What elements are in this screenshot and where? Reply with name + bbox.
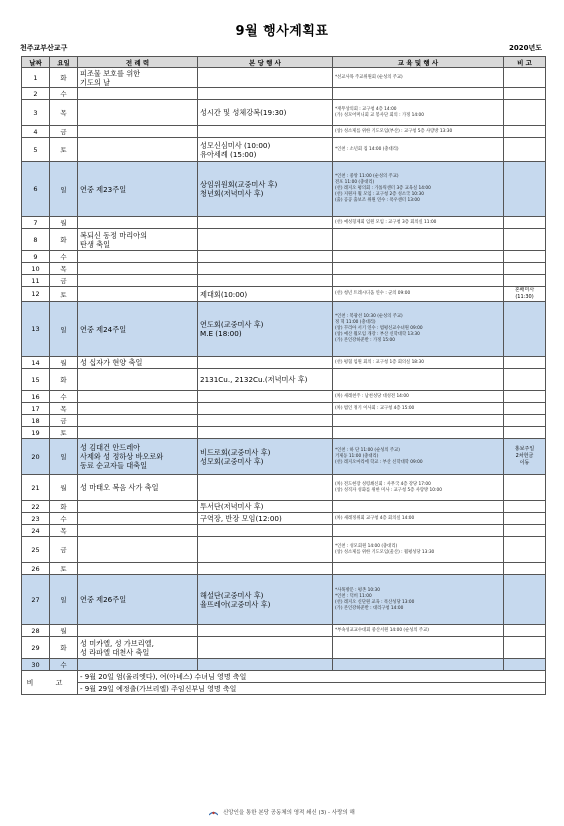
education-event-cell: (차) 새레천주 : 남천성당 대성전 14:00 <box>333 391 504 403</box>
liturgy-cell: 연중 제26주일 <box>78 575 198 625</box>
page-title: 9월 행사계획표 <box>235 24 329 39</box>
parish-event-cell <box>198 229 333 251</box>
table-row <box>22 357 546 369</box>
education-event-cell: *인천 : 복광선 10:30 (순성의 주교) 정 혁 11:00 (충대리) (상) 꾸리아 서기 연수 : 범평신교수녀원 09:00 (상) 예산 월모임 개강 : 부산 신학대학 13:30 (가) 본인강하준반 : 가정 15:00 <box>333 302 504 357</box>
remarks-cell <box>504 68 546 88</box>
remarks-cell <box>504 475 546 501</box>
day-cell: 금 <box>50 415 78 427</box>
table-row <box>22 439 546 475</box>
remarks-cell <box>504 126 546 138</box>
education-event-cell <box>333 501 504 513</box>
education-event-cell: *사목방문 : 평촌 10:30 *인천 : 덕비 11:00 (선) 레지오 신단원 교육 : 폭산성당 13:00 (가) 본인강하준반 : 대리구청 14:00 <box>333 575 504 625</box>
date-cell: 29 <box>22 637 50 659</box>
liturgy-cell <box>78 501 198 513</box>
day-cell: 목 <box>50 263 78 275</box>
education-event-cell: *인천 : 성모회원 14:00 (충대리) (상) 성소제를 위한 기도모임(울산) : 월평성당 13:30 <box>333 537 504 563</box>
liturgy-cell <box>78 138 198 162</box>
parish-event-cell: 2131Cu., 2132Cu.(저녁미사 후) <box>198 369 333 391</box>
remarks-cell <box>504 100 546 126</box>
date-cell: 23 <box>22 513 50 525</box>
parish-event-cell <box>198 217 333 229</box>
parish-event-cell <box>198 357 333 369</box>
education-event-cell <box>333 263 504 275</box>
liturgy-cell: 성 미카엘, 성 가브리엘, 성 라파엘 대천사 축일 <box>78 637 198 659</box>
date-cell: 2 <box>22 88 50 100</box>
parish-event-cell: 비드로회(교중미사 후) 성모회(교중미사 후) <box>198 439 333 475</box>
parish-event-cell: 구역장, 반장 모임(12:00) <box>198 513 333 525</box>
table-row <box>22 415 546 427</box>
day-cell: 월 <box>50 475 78 501</box>
liturgy-cell <box>78 369 198 391</box>
date-cell: 11 <box>22 275 50 287</box>
liturgy-cell: 성 마태오 복음 사가 축일 <box>78 475 198 501</box>
remarks-cell <box>504 391 546 403</box>
table-row <box>22 575 546 625</box>
table-header-row <box>22 57 546 68</box>
liturgy-cell <box>78 263 198 275</box>
header-education-events: 교 육 및 행 사 <box>333 57 504 68</box>
day-cell: 일 <box>50 162 78 217</box>
schedule-body <box>22 68 546 671</box>
day-cell: 금 <box>50 275 78 287</box>
table-row <box>22 659 546 671</box>
education-event-cell: *선교사목 주교위원회 (순성의 주교) <box>333 68 504 88</box>
liturgy-cell <box>78 415 198 427</box>
parish-event-cell <box>198 659 333 671</box>
parish-event-cell <box>198 475 333 501</box>
date-cell: 30 <box>22 659 50 671</box>
table-row <box>22 263 546 275</box>
remarks-cell <box>504 302 546 357</box>
remarks-cell <box>504 427 546 439</box>
liturgy-cell: 성 십자가 현양 축일 <box>78 357 198 369</box>
bigo-row-2 <box>22 683 546 695</box>
bigo-row-1 <box>22 671 546 683</box>
table-row <box>22 88 546 100</box>
date-cell: 3 <box>22 100 50 126</box>
liturgy-cell <box>78 625 198 637</box>
liturgy-cell <box>78 563 198 575</box>
day-cell: 월 <box>50 217 78 229</box>
remarks-cell <box>504 88 546 100</box>
remarks-cell <box>504 537 546 563</box>
date-cell: 26 <box>22 563 50 575</box>
day-cell: 월 <box>50 625 78 637</box>
table-row <box>22 513 546 525</box>
day-cell: 수 <box>50 391 78 403</box>
date-cell: 5 <box>22 138 50 162</box>
education-event-cell <box>333 525 504 537</box>
parish-event-cell: 제대회(10:00) <box>198 287 333 302</box>
year-label: 2020년도 <box>508 44 542 52</box>
header-parish-events: 본 당 행 사 <box>198 57 333 68</box>
date-cell: 22 <box>22 501 50 513</box>
liturgy-cell: 피조물 보호를 위한 기도의 날 <box>78 68 198 88</box>
liturgy-cell <box>78 100 198 126</box>
day-cell: 일 <box>50 439 78 475</box>
table-row <box>22 68 546 88</box>
remarks-cell <box>504 513 546 525</box>
parish-event-cell: 성모신심미사 (10:00) 유아세례 (15:00) <box>198 138 333 162</box>
table-row <box>22 427 546 439</box>
parish-event-cell <box>198 251 333 263</box>
education-event-cell: (차) 전도현장 성령쇄신회 : 사무국 4층 강당 17:00 (상) 성직자 성화를 위한 미사 : 교구청 5층 사랑방 10:00 <box>333 475 504 501</box>
date-cell: 12 <box>22 287 50 302</box>
day-cell: 화 <box>50 369 78 391</box>
date-cell: 1 <box>22 68 50 88</box>
remarks-cell <box>504 403 546 415</box>
liturgy-cell <box>78 88 198 100</box>
date-cell: 7 <box>22 217 50 229</box>
remarks-cell <box>504 251 546 263</box>
education-event-cell <box>333 275 504 287</box>
table-row <box>22 126 546 138</box>
header-day: 요일 <box>50 57 78 68</box>
bigo-note: - 9월 29일 예정출(가브리엘) 주임신부님 영명 축일 <box>78 683 546 695</box>
date-cell: 24 <box>22 525 50 537</box>
parish-event-cell <box>198 391 333 403</box>
remarks-cell <box>504 525 546 537</box>
date-cell: 13 <box>22 302 50 357</box>
education-event-cell: *인천 : 소년회 집 14:00 (충대리) <box>333 138 504 162</box>
organization-label: 천주교부산교구 <box>20 44 68 52</box>
remarks-cell <box>504 263 546 275</box>
remarks-cell <box>504 637 546 659</box>
remarks-cell <box>504 275 546 287</box>
schedule-table <box>21 56 546 695</box>
day-cell: 수 <box>50 659 78 671</box>
parish-event-cell <box>198 126 333 138</box>
day-cell: 목 <box>50 525 78 537</box>
table-row <box>22 138 546 162</box>
day-cell: 화 <box>50 68 78 88</box>
parish-event-cell <box>198 563 333 575</box>
education-event-cell: (선) 평협 임원 회의 : 교구청 1층 회의실 18:30 <box>333 357 504 369</box>
day-cell: 목 <box>50 403 78 415</box>
liturgy-cell <box>78 427 198 439</box>
table-row <box>22 100 546 126</box>
parish-event-cell <box>198 625 333 637</box>
remarks-cell <box>504 563 546 575</box>
day-cell: 토 <box>50 563 78 575</box>
parish-event-cell <box>198 525 333 537</box>
diocese-logo-icon <box>209 810 218 816</box>
parish-event-cell <box>198 427 333 439</box>
day-cell: 화 <box>50 229 78 251</box>
table-row <box>22 275 546 287</box>
date-cell: 25 <box>22 537 50 563</box>
liturgy-cell <box>78 403 198 415</box>
day-cell: 토 <box>50 287 78 302</box>
parish-event-cell <box>198 263 333 275</box>
education-event-cell <box>333 369 504 391</box>
parish-event-cell <box>198 68 333 88</box>
education-event-cell: (상) 성소제를 위한 기도모임(부산) : 교구청 5층 사랑방 13:30 <box>333 126 504 138</box>
date-cell: 17 <box>22 403 50 415</box>
table-row <box>22 162 546 217</box>
parish-event-cell <box>198 637 333 659</box>
table-row <box>22 391 546 403</box>
day-cell: 목 <box>50 100 78 126</box>
table-row <box>22 637 546 659</box>
remarks-cell <box>504 138 546 162</box>
parish-event-cell <box>198 275 333 287</box>
day-cell: 월 <box>50 357 78 369</box>
remarks-cell <box>504 625 546 637</box>
date-cell: 4 <box>22 126 50 138</box>
education-event-cell: (선) 청년 트레시디움 연수 : 군의 09:00 <box>333 287 504 302</box>
liturgy-cell: 성 김대건 안드레아 사제와 성 정하상 바오로와 동료 순교자들 대축일 <box>78 439 198 475</box>
header-remarks: 비 고 <box>504 57 546 68</box>
date-cell: 9 <box>22 251 50 263</box>
day-cell: 토 <box>50 138 78 162</box>
day-cell: 금 <box>50 537 78 563</box>
day-cell: 일 <box>50 575 78 625</box>
parish-event-cell <box>198 88 333 100</box>
day-cell: 화 <box>50 637 78 659</box>
liturgy-cell <box>78 537 198 563</box>
date-cell: 27 <box>22 575 50 625</box>
bigo-note: - 9월 20일 엄(율리엣다), 여(아녜스) 수녀님 영명 축일 <box>78 671 546 683</box>
date-cell: 18 <box>22 415 50 427</box>
education-event-cell: *재무상의회 : 교구청 4층 14:00 (가) 성모어머니회 교 봉사단 회의 : 가정 14:00 <box>333 100 504 126</box>
education-event-cell <box>333 415 504 427</box>
remarks-cell <box>504 501 546 513</box>
education-event-cell: (선) 예성형제회 임원 모임 : 교구청 3층 회의실 11:00 <box>333 217 504 229</box>
date-cell: 19 <box>22 427 50 439</box>
day-cell: 일 <box>50 302 78 357</box>
date-cell: 16 <box>22 391 50 403</box>
remarks-cell <box>504 357 546 369</box>
date-cell: 6 <box>22 162 50 217</box>
table-row <box>22 403 546 415</box>
day-cell: 수 <box>50 251 78 263</box>
table-row <box>22 625 546 637</box>
liturgy-cell <box>78 659 198 671</box>
table-row <box>22 563 546 575</box>
table-row <box>22 287 546 302</box>
parish-event-cell <box>198 537 333 563</box>
table-row <box>22 475 546 501</box>
liturgy-cell <box>78 126 198 138</box>
remarks-cell <box>504 229 546 251</box>
liturgy-cell <box>78 513 198 525</box>
day-cell: 화 <box>50 501 78 513</box>
table-row <box>22 501 546 513</box>
parish-event-cell: 연도회(교중미사 후) M.E (18:00) <box>198 302 333 357</box>
liturgy-cell <box>78 251 198 263</box>
parish-event-cell: 성시간 및 성체강복(19:30) <box>198 100 333 126</box>
parish-event-cell: 해설단(교중미사 후) 율뜨레아(교중미사 후) <box>198 575 333 625</box>
day-cell: 수 <box>50 513 78 525</box>
education-event-cell: *인천 : 하 단 11:00 (순성의 주교) 거제동 11:00 (충대리) (선) 레지오마리에 학교 : 부산 신학대학 09:00 <box>333 439 504 475</box>
education-event-cell <box>333 563 504 575</box>
education-event-cell: *부속성교교수대회 중산서원 14:00 (순성의 주교) <box>333 625 504 637</box>
footer <box>0 808 564 816</box>
liturgy-cell: 연중 제24주일 <box>78 302 198 357</box>
header-date: 날짜 <box>22 57 50 68</box>
education-event-cell <box>333 251 504 263</box>
education-event-cell <box>333 659 504 671</box>
bigo-label: 비 고 <box>22 671 78 695</box>
liturgy-cell <box>78 287 198 302</box>
date-cell: 15 <box>22 369 50 391</box>
education-event-cell: *인천 : 중앙 11:00 (순성의 주교) 전포 11:00 (충대리) (선) 레지오 평의회 : 가톨릭센터 3층 교육실 14:00 (선) 지원자 월 모임 : 교구청 2층 성소국 10:30 (출) 공공 출보조 위원 연수 : 폭우센터 13:00 <box>333 162 504 217</box>
education-event-cell: (차) 새레정위회 교구청 4층 회의실 14:00 <box>333 513 504 525</box>
remarks-cell <box>504 369 546 391</box>
table-row <box>22 369 546 391</box>
liturgy-cell <box>78 525 198 537</box>
date-cell: 8 <box>22 229 50 251</box>
remarks-cell <box>504 415 546 427</box>
remarks-cell <box>504 659 546 671</box>
date-cell: 10 <box>22 263 50 275</box>
liturgy-cell <box>78 275 198 287</box>
table-row <box>22 525 546 537</box>
parish-event-cell: 투서단(저녁미사 후) <box>198 501 333 513</box>
remarks-cell <box>504 575 546 625</box>
remarks-cell: 혼배미사(11:30) <box>504 287 546 302</box>
table-row <box>22 251 546 263</box>
education-event-cell <box>333 229 504 251</box>
parish-event-cell: 상임위원회(교중미사 후) 청년회(저녁미사 후) <box>198 162 333 217</box>
footer-slogan: 신앙인을 통한 본당 공동체의 영적 쇄신 (3) - 사랑의 해 <box>222 810 355 816</box>
table-row <box>22 302 546 357</box>
education-event-cell <box>333 88 504 100</box>
day-cell: 금 <box>50 126 78 138</box>
parish-event-cell <box>198 415 333 427</box>
remarks-cell <box>504 217 546 229</box>
liturgy-cell <box>78 391 198 403</box>
date-cell: 20 <box>22 439 50 475</box>
education-event-cell <box>333 637 504 659</box>
remarks-cell: 홍보주일 2차헌금 이동 <box>504 439 546 475</box>
date-cell: 21 <box>22 475 50 501</box>
header-liturgy: 전 례 력 <box>78 57 198 68</box>
date-cell: 28 <box>22 625 50 637</box>
table-row <box>22 217 546 229</box>
education-event-cell: (차) 범인 정기 이사회 : 교구청 4층 15:00 <box>333 403 504 415</box>
date-cell: 14 <box>22 357 50 369</box>
liturgy-cell: 연중 제23주일 <box>78 162 198 217</box>
education-event-cell <box>333 427 504 439</box>
liturgy-cell <box>78 217 198 229</box>
table-row <box>22 229 546 251</box>
remarks-cell <box>504 162 546 217</box>
liturgy-cell: 복되신 동정 마리아의 탄생 축일 <box>78 229 198 251</box>
day-cell: 수 <box>50 88 78 100</box>
day-cell: 토 <box>50 427 78 439</box>
parish-event-cell <box>198 403 333 415</box>
table-row <box>22 537 546 563</box>
